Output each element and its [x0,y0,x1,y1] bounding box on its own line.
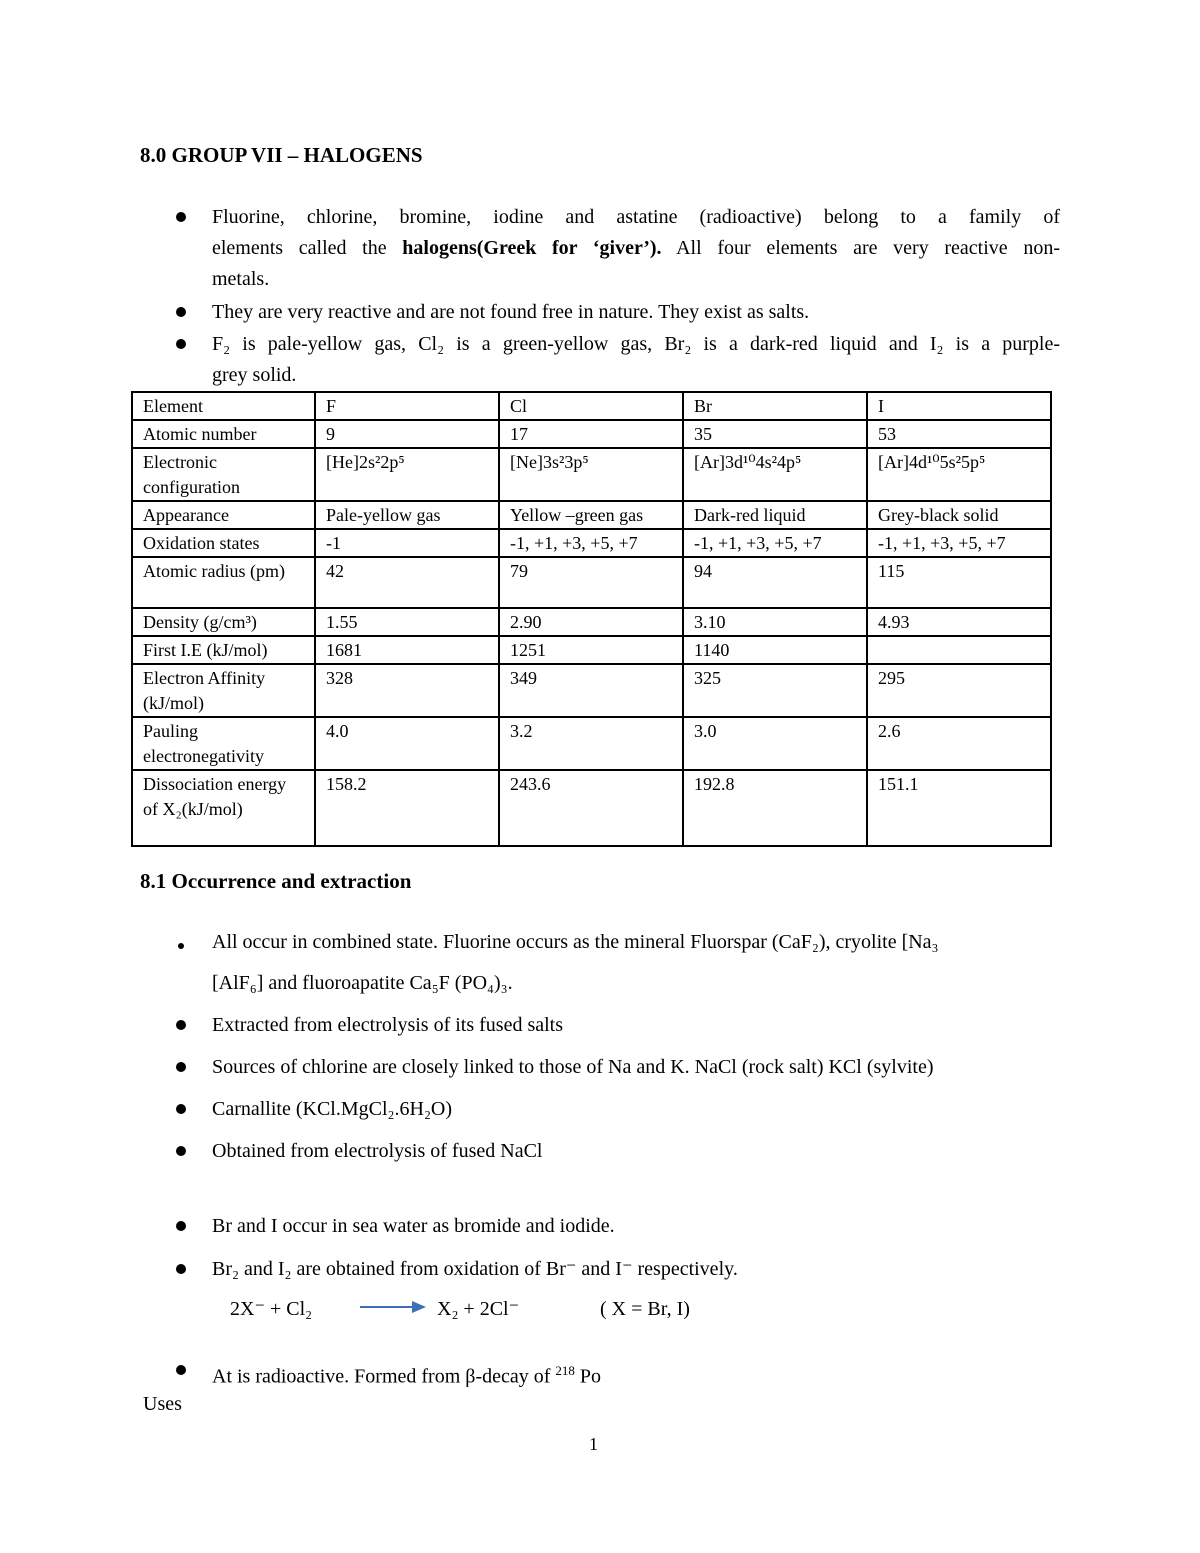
table-cell: Dark-red liquid [683,501,867,529]
table-cell: 2.90 [499,608,683,636]
table-cell: -1 [315,529,499,557]
table-cell: 349 [499,664,683,717]
table-row [132,608,1051,636]
table-row-label: Pauling electronegativity [132,717,315,770]
equation-reactants: 2X⁻ + Cl₂ [230,1298,313,1320]
table-row-label: Electronic configuration [132,448,315,501]
bullet-icon [176,307,186,317]
table-cell: 9 [315,420,499,448]
bullet-icon [176,1221,186,1231]
table-cell: [Ar]3d¹⁰4s²4p⁵ [683,448,867,501]
table-cell: 1251 [499,636,683,664]
table-header-row [132,392,1051,420]
table-row-label: Atomic radius (pm) [132,557,315,608]
table-cell: F [315,392,499,420]
bullet-icon [176,1365,186,1375]
table-cell: 17 [499,420,683,448]
table-cell: 1681 [315,636,499,664]
table-cell: 35 [683,420,867,448]
occurrence-bullet-7: Br₂ and I₂ are obtained from oxidation of Br⁻ and I⁻ respectively. [212,1258,738,1280]
table-row [132,557,1051,608]
table-cell: 295 [867,664,1051,717]
occurrence-bullet-2: Extracted from electrolysis of its fused salts [212,1014,564,1036]
table-cell: 4.93 [867,608,1051,636]
table-cell: [Ne]3s²3p⁵ [499,448,683,501]
bullet-icon [176,1264,186,1274]
equation-condition: ( X = Br, I) [600,1298,690,1320]
table-cell: 1140 [683,636,867,664]
occurrence-bullet-4: Carnallite (KCl.MgCl₂.6H₂O) [212,1098,453,1120]
table-row-label: Dissociation energy of X₂(kJ/mol) [132,770,315,846]
bullet-icon [178,943,184,949]
table-cell: 151.1 [867,770,1051,846]
table-row-label: Appearance [132,501,315,529]
intro-bullet-3-line-1: F₂ is pale-yellow gas, Cl₂ is a green-yellow gas, Br₂ is a dark-red liquid and I₂ is a purple- [212,333,1060,355]
table-cell: 3.0 [683,717,867,770]
occurrence-bullet-5: Obtained from electrolysis of fused NaCl [212,1140,543,1162]
section-heading-occurrence: 8.1 Occurrence and extraction [140,869,412,893]
table-cell: 3.10 [683,608,867,636]
table-cell: [He]2s²2p⁵ [315,448,499,501]
table-row [132,420,1051,448]
table-cell: I [867,392,1051,420]
table-cell: 2.6 [867,717,1051,770]
table-cell: Pale-yellow gas [315,501,499,529]
table-row-label: Atomic number [132,420,315,448]
table-cell: 158.2 [315,770,499,846]
table-cell: -1, +1, +3, +5, +7 [683,529,867,557]
occurrence-bullet-1-line-2: [AlF₆] and fluoroapatite Ca₅F (PO₄)₃. [212,972,513,994]
table-row [132,448,1051,501]
occurrence-bullet-3: Sources of chlorine are closely linked to those of Na and K. NaCl (rock salt) KCl (sylvite) [212,1056,934,1078]
table-row [132,717,1051,770]
table-cell: 42 [315,557,499,608]
reaction-arrow-icon [360,1300,426,1314]
bullet-icon [176,212,186,222]
table-cell: 4.0 [315,717,499,770]
table-cell: 115 [867,557,1051,608]
page-number: 1 [589,1434,598,1454]
table-cell: 328 [315,664,499,717]
table-cell: Br [683,392,867,420]
table-cell: 94 [683,557,867,608]
bullet-icon [176,1062,186,1072]
table-cell: 243.6 [499,770,683,846]
bullet-icon [176,1020,186,1030]
intro-bullet-1-line-2: elements called the halogens(Greek for ‘giver’). All four elements are very reactive non- [212,237,1060,259]
table-cell: Yellow –green gas [499,501,683,529]
occurrence-bullet-6: Br and I occur in sea water as bromide and iodide. [212,1215,615,1237]
table-cell: 192.8 [683,770,867,846]
table-cell: 53 [867,420,1051,448]
halogen-properties-table [131,391,1052,847]
table-cell: [Ar]4d¹⁰5s²5p⁵ [867,448,1051,501]
table-row-label: Element [132,392,315,420]
table-cell: 79 [499,557,683,608]
table-cell: 325 [683,664,867,717]
table-row [132,770,1051,846]
table-row-label: First I.E (kJ/mol) [132,636,315,664]
table-row [132,636,1051,664]
bullet-icon [176,339,186,349]
table-row-label: Electron Affinity (kJ/mol) [132,664,315,717]
table-row [132,529,1051,557]
table-cell: -1, +1, +3, +5, +7 [867,529,1051,557]
section-heading-halogens: 8.0 GROUP VII – HALOGENS [140,143,423,167]
intro-bullet-1-line-3: metals. [212,268,270,290]
intro-bullet-1-line-1: Fluorine, chlorine, bromine, iodine and astatine (radioactive) belong to a family of [212,206,1060,228]
table-row-label: Density (g/cm³) [132,608,315,636]
bullet-icon [176,1146,186,1156]
table-cell: Cl [499,392,683,420]
occurrence-bullet-1-line-1: All occur in combined state. Fluorine occurs as the mineral Fluorspar (CaF₂), cryolite [Na₃ [212,931,939,953]
occurrence-bullet-8: At is radioactive. Formed from β-decay of $^{218}$ Po [212,1363,602,1388]
intro-bullet-3-line-2: grey solid. [212,364,297,386]
uses-label: Uses [143,1393,182,1415]
table-row [132,664,1051,717]
intro-bullet-2: They are very reactive and are not found free in nature. They exist as salts. [212,301,810,323]
table-cell: 1.55 [315,608,499,636]
table-cell: -1, +1, +3, +5, +7 [499,529,683,557]
bullet-icon [176,1104,186,1114]
table-cell: 3.2 [499,717,683,770]
table-cell: Grey-black solid [867,501,1051,529]
table-cell [867,636,1051,664]
table-row [132,501,1051,529]
table-row-label: Oxidation states [132,529,315,557]
equation-products: X₂ + 2Cl⁻ [437,1298,520,1320]
